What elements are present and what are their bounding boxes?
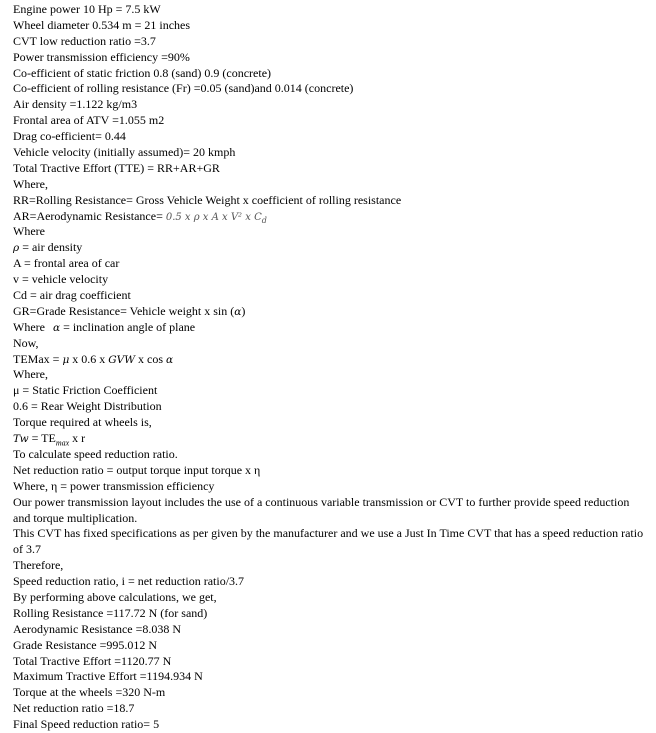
calculations-intro-line: By performing above calculations, we get, xyxy=(13,589,217,604)
cd-definition-line: Cd = air drag coefficient xyxy=(13,288,131,303)
v-definition-line: v = vehicle velocity xyxy=(13,272,109,287)
where-line-2: Where xyxy=(13,224,45,239)
wheel-torque-result: Torque at the wheels =320 N-m xyxy=(13,685,166,700)
alpha-definition-line xyxy=(13,320,648,336)
temax-gvw: GVW xyxy=(108,353,136,366)
alpha-definition-text: = inclination angle of plane xyxy=(60,319,196,334)
gr-alpha-symbol: α xyxy=(234,305,242,318)
tw-equals: = TE xyxy=(28,431,56,446)
ar-formula-sub: d xyxy=(261,215,267,225)
temax-label: TEMax = xyxy=(13,351,63,366)
gr-definition-line xyxy=(13,304,648,320)
transmission-layout-paragraph: Our power transmission layout includes the use of a continuous variable transmission or CVT to further provide speed reduction and torque multiplication. xyxy=(13,494,630,525)
alpha-symbol: α xyxy=(52,321,61,334)
gr-definition-text: GR=Grade Resistance= Vehicle weight x sin ( xyxy=(13,303,235,318)
where-line-1: Where, xyxy=(13,176,48,191)
static-friction-line: Co-efficient of static friction 0.8 (sand) 0.9 (concrete) xyxy=(13,65,272,80)
speed-ratio-formula-line: Speed reduction ratio, i = net reduction ratio/3.7 xyxy=(13,574,245,589)
net-reduction-result: Net reduction ratio =18.7 xyxy=(13,701,135,716)
ar-definition-text: AR=Aerodynamic Resistance= xyxy=(13,208,166,223)
rho-definition-text: = air density xyxy=(19,240,83,255)
rr-definition-line: RR=Rolling Resistance= Gross Vehicle Weight x coefficient of rolling resistance xyxy=(13,192,402,207)
cvt-spec-paragraph: This CVT has fixed specifications as per given by the manufacturer and we use a Just In Time CVT that has a speed reduction ratio of 3.7 xyxy=(13,526,644,557)
temax-alpha: α xyxy=(166,353,174,366)
rho-definition-line xyxy=(13,240,648,256)
vehicle-velocity-line: Vehicle velocity (initially assumed)= 20 kmph xyxy=(13,145,236,160)
final-speed-ratio-result: Final Speed reduction ratio= 5 xyxy=(13,717,160,732)
tte-line: Total Tractive Effort (TTE) = RR+AR+GR xyxy=(13,160,220,175)
temax-mid: x 0.6 x xyxy=(69,351,109,366)
drag-coef-line: Drag co-efficient= 0.44 xyxy=(13,129,126,144)
frontal-area-line: Frontal area of ATV =1.055 m2 xyxy=(13,113,165,128)
efficiency-line: Power transmission efficiency =90% xyxy=(13,49,190,64)
mu-definition-line: μ = Static Friction Coefficient xyxy=(13,383,158,398)
temax-cos: x cos xyxy=(135,351,167,366)
rolling-resistance-result: Rolling Resistance =117.72 N (for sand) xyxy=(13,605,208,620)
max-tractive-effort-result: Maximum Tractive Effort =1194.934 N xyxy=(13,669,203,684)
temax-mu: μ xyxy=(62,353,70,366)
net-reduction-formula-line: Net reduction ratio = output torque input torque x η xyxy=(13,462,261,477)
tw-sub: max xyxy=(55,438,70,448)
engine-power-line: Engine power 10 Hp = 7.5 kW xyxy=(13,2,161,16)
where-line-3: Where, xyxy=(13,367,48,382)
wheel-diameter-line: Wheel diameter 0.534 m = 21 inches xyxy=(13,17,191,32)
torque-required-line: Torque required at wheels is, xyxy=(13,415,152,430)
eta-definition-line: Where, η = power transmission efficiency xyxy=(13,478,215,493)
ar-formula-main: 0.5 x ρ x A x V² x C xyxy=(165,211,262,223)
therefore-line: Therefore, xyxy=(13,558,64,573)
speed-reduction-intro-line: To calculate speed reduction ratio. xyxy=(13,446,178,461)
cvt-ratio-line: CVT low reduction ratio =3.7 xyxy=(13,33,156,48)
now-line: Now, xyxy=(13,335,39,350)
tw-rest: x r xyxy=(69,431,86,446)
temax-formula-line xyxy=(13,352,648,368)
air-density-line: Air density =1.122 kg/m3 xyxy=(13,97,138,112)
tw-formula-line xyxy=(13,431,648,447)
aero-resistance-result: Aerodynamic Resistance =8.038 N xyxy=(13,621,182,636)
tte-result: Total Tractive Effort =1120.77 N xyxy=(13,653,172,668)
weight-distribution-line: 0.6 = Rear Weight Distribution xyxy=(13,399,162,414)
rolling-resistance-coef-line: Co-efficient of rolling resistance (Fr) =0.05 (sand)and 0.014 (concrete) xyxy=(13,81,354,96)
ar-definition-line xyxy=(13,209,648,225)
grade-resistance-result: Grade Resistance =995.012 N xyxy=(13,637,158,652)
tw-symbol: Tw xyxy=(13,433,29,446)
ar-formula xyxy=(166,212,267,223)
a-definition-line: A = frontal area of car xyxy=(13,256,120,271)
rho-symbol: ρ xyxy=(13,242,20,255)
gr-close-paren: ) xyxy=(241,303,246,318)
alpha-where-text: Where xyxy=(13,319,45,334)
